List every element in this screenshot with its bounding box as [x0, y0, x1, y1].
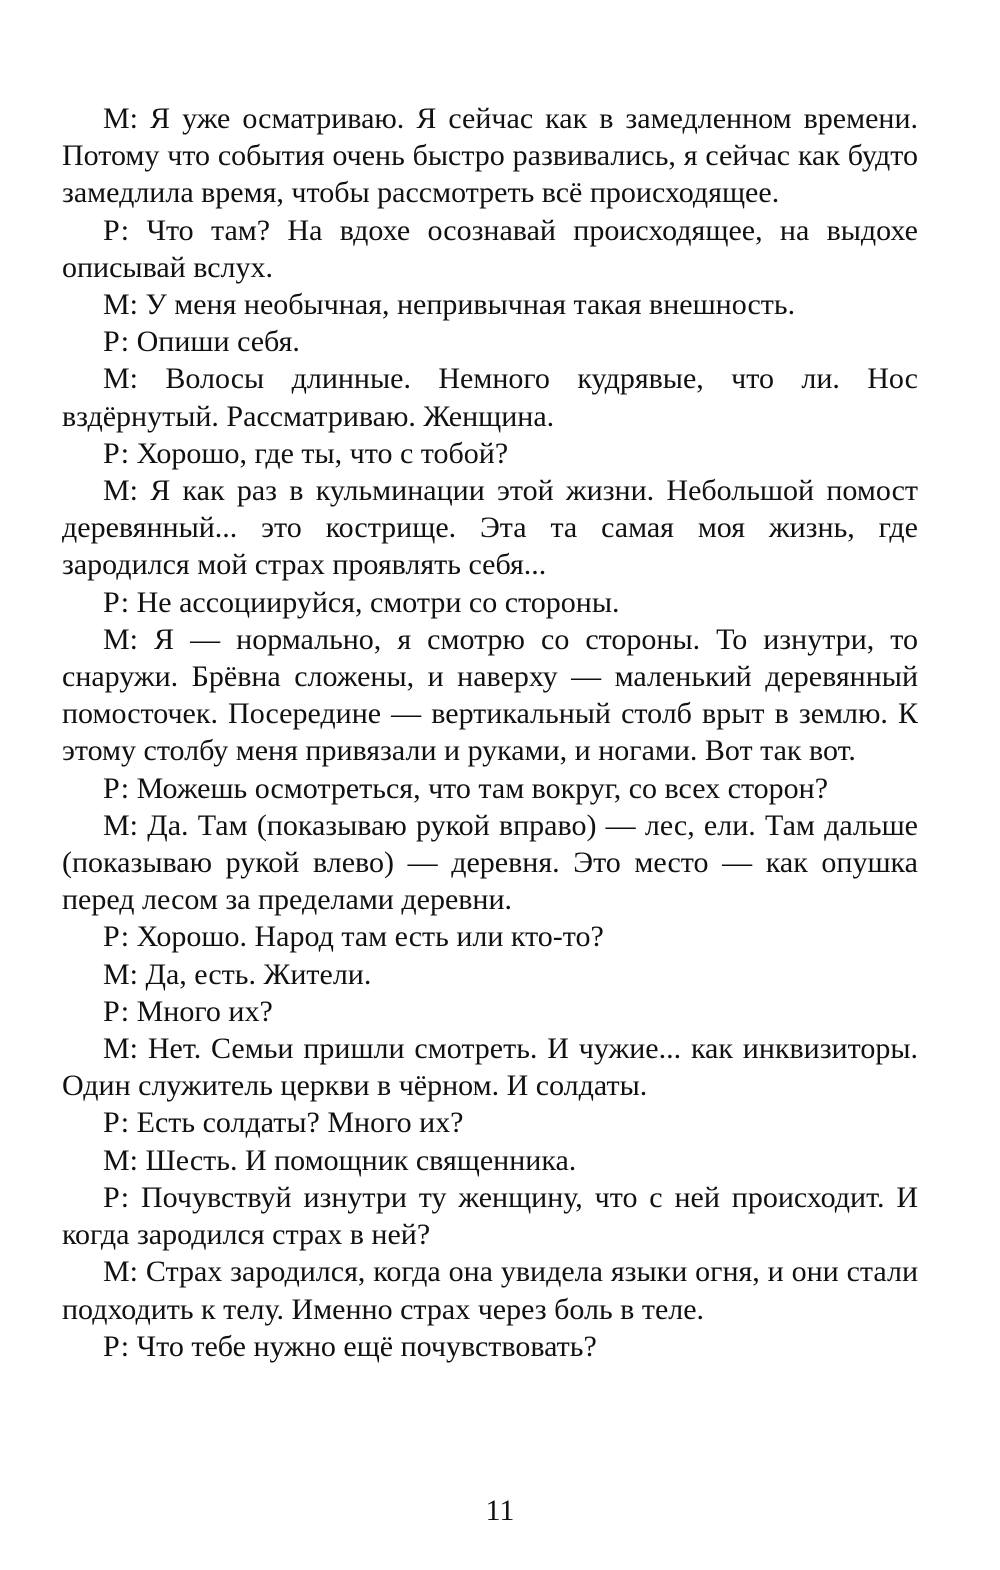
paragraph-12: Р: Хорошо. Народ там есть или кто-то?: [103, 920, 604, 954]
paragraph-8: Р: Не ассоциируйся, смотри со стороны.: [103, 585, 620, 619]
page-body: [62, 100, 918, 1365]
paragraph-17: М: Шесть. И помощник священника.: [103, 1143, 577, 1177]
paragraph-2: Р: Что там? На вдохе осознавай происходящее, на выдохе описывай вслух.: [62, 213, 918, 284]
paragraph-7: М: Я как раз в кульминации этой жизни. Небольшой помост деревянный... это кострище. Эта та самая моя жизнь, где зародился мой страх проявлять себя...: [62, 474, 918, 582]
paragraph-4: Р: Опиши себя.: [103, 325, 300, 359]
paragraph-20: Р: Что тебе нужно ещё почувствовать?: [103, 1329, 597, 1363]
paragraph-18: Р: Почувствуй изнутри ту женщину, что с ней происходит. И когда зародился страх в ней?: [62, 1180, 918, 1252]
paragraph-6: Р: Хорошо, где ты, что с тобой?: [103, 436, 509, 470]
paragraph-1: М: Я уже осматриваю. Я сейчас как в замедленном времени. Потому что события очень быстро развивались, я сейчас как будто замедлила время, чтобы рассмотреть всё происходящее.: [62, 102, 918, 210]
paragraph-19: М: Страх зародился, когда она увидела языки огня, и они стали подходить к телу. Именно страх через боль в теле.: [62, 1255, 918, 1326]
paragraph-5: М: Волосы длинные. Немного кудрявые, что ли. Нос вздёрнутый. Рассматриваю. Женщина.: [62, 362, 918, 433]
paragraph-14: Р: Много их?: [103, 994, 273, 1028]
page-number: 11: [485, 1494, 515, 1527]
paragraph-16: Р: Есть солдаты? Много их?: [103, 1106, 464, 1140]
paragraph-3: М: У меня необычная, непривычная такая внешность.: [103, 288, 796, 322]
paragraph-10: Р: Можешь осмотреться, что там вокруг, со всех сторон?: [103, 771, 829, 805]
paragraph-13: М: Да, есть. Жители.: [103, 957, 372, 991]
paragraph-15: М: Нет. Семьи пришли смотреть. И чужие... как инквизиторы. Один служитель церкви в чёрном. И солдаты.: [62, 1032, 918, 1103]
paragraph-9: М: Я — нормально, я смотрю со стороны. То изнутри, то снаружи. Брёвна сложены, и наверху — маленький деревянный помосточек. Посередине — вертикальный столб врыт в землю. К этому столбу меня привязали и руками, и ногами. Вот так вот.: [62, 622, 918, 768]
paragraph-11: М: Да. Там (показываю рукой вправо) — лес, ели. Там дальше (показываю рукой влево) — деревня. Это место — как опушка перед лесом за пределами деревни.: [62, 808, 918, 917]
